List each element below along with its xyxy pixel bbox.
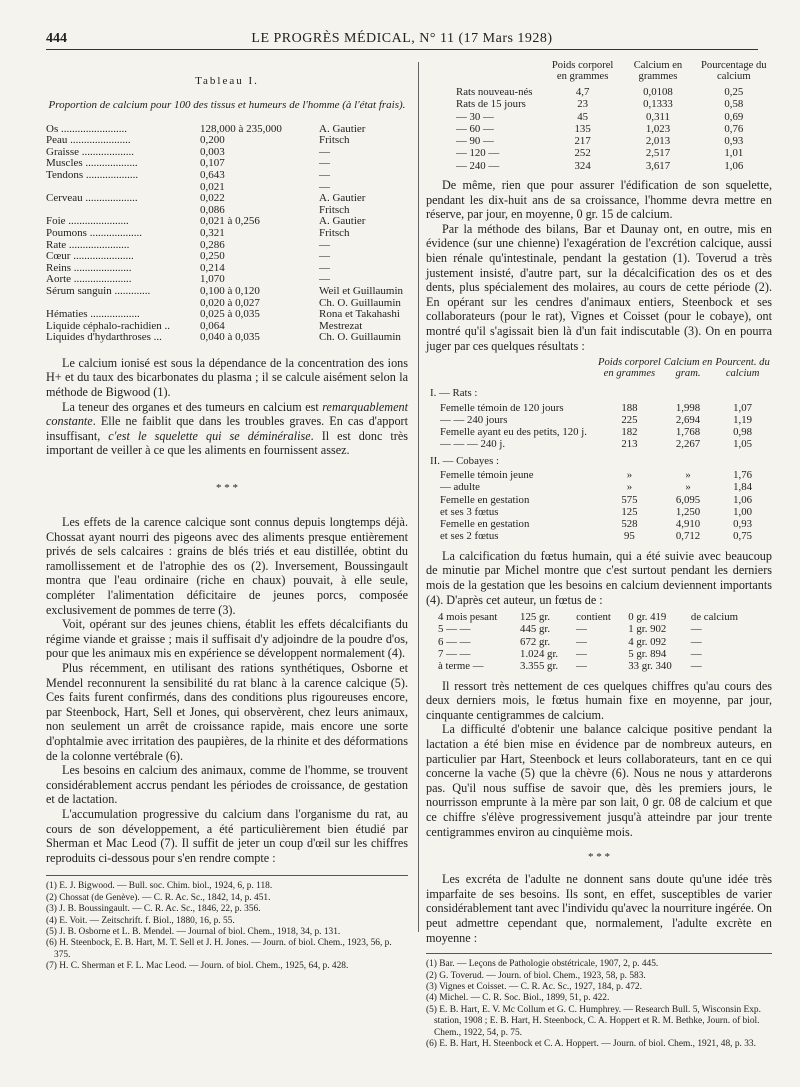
table-row [46,286,408,298]
tissue-name: Reins ..................... [46,262,132,274]
table-cell: de calcium [690,611,738,624]
table-cell: — [690,635,702,648]
table-row [46,309,408,321]
table-cell: » [685,468,691,481]
source-author: — [319,157,330,170]
table-cell: — 120 — [456,147,500,160]
paragraph: De même, rien que pour assurer l'édification de son squelette, pendant les dix-huit ans de sa croissance, l'homme devra mettre en réserve, par jour, en moyenne, 0 gr. 15 de calcium. [426,178,772,222]
table-cell: Rats nouveau-nés [456,86,533,98]
table-cell: contient [576,611,611,624]
table-cell: 6,095 [675,493,701,506]
table-row [426,111,772,123]
table-title: Tableau I. [195,75,259,87]
source-author: Ch. O. Guillaumin [319,331,401,344]
footnote: (7) H. C. Sherman et F. L. Mac Leod. — Journ. of biol. Chem., 1925, 64, p. 428. [46,961,349,972]
table-cell: — [576,648,587,661]
table-row [438,611,758,623]
paragraph: La calcification du fœtus humain, qui a été suivie avec beaucoup de minutie par Michel montre que c'est surtout pendant les derniers mois de la gestation que les besoins en calcium deviennent importants (4). D'après cet auteur, un fœtus de : [426,548,772,607]
table-cell: 1,06 [733,493,753,506]
table-row [426,414,772,426]
table-row [46,147,408,159]
table-cell: 217 [574,135,591,148]
source-author: Weil et Guillaumin [319,284,404,297]
table-cell: » [626,468,633,481]
gestation-results-table [426,357,772,543]
footnote: (4) Michel. — C. R. Soc. Biol., 1899, 51, p. 422. [426,993,610,1004]
table-cell: 0 gr. 419 [628,611,667,624]
table-row [46,170,408,182]
table-cell: — — 240 jours [440,413,508,426]
table-cell: 1.024 gr. [520,648,559,661]
tissue-name: Poumons ................... [46,227,142,239]
section-row [426,451,772,469]
tissue-name: Sérum sanguin ............. [46,285,151,297]
paragraph: Les excréta de l'adulte ne donnent sans doute qu'une idée très imparfaite de ses besoins. Ils sont, en effet, susceptibles de varier considérablement tant avec l'individu qu'avec la nourriture ingérée. On peut admettre cependant que, normalement, l'adulte excrète en moyenne : [426,872,772,945]
footnote: (1) Bar. — Leçons de Pathologie obstétricale, 1907, 2, p. 445. [426,959,659,970]
calcium-value: 0,214 [200,261,225,274]
calcium-value: 0,107 [200,157,225,170]
table-cell: 1,00 [733,505,753,518]
table-row [426,86,772,98]
table-cell: » [685,481,691,494]
section-stars: * * * [588,851,610,864]
table-cell: 1,998 [675,401,701,414]
calcium-value: 0,020 à 0,027 [200,296,260,309]
table-cell: 95 [624,530,635,543]
calcium-value: 1,070 [200,273,225,286]
table-row [438,623,758,635]
table-cell: 1 gr. 902 [628,623,667,636]
table-row [46,240,408,252]
table-cell: 445 gr. [520,623,551,636]
rat-growth-table [426,60,772,172]
table-cell: — 30 — [456,110,494,123]
calcium-value: 0,064 [200,319,225,332]
table-cell: — 240 — [456,159,500,172]
table-cell: 1,06 [724,159,744,172]
table-cell: 528 [621,518,638,531]
source-author: A. Gautier [319,192,366,205]
calcium-value: 0,086 [200,203,225,216]
table-cell: 0,93 [733,518,753,531]
table-cell: — [576,635,587,648]
paragraph: Les effets de la carence calcique sont connus depuis longtemps déjà. Chossat ayant nourri des pigeons avec des aliments presque entièrement privés de sels calcaires : grains de blés triés et eau distillée, obtint du ramollissement et de l'atrophie des os (2). Inversement, Boussingault montra que l'eau ordinaire (riche en chaux) pouvait, à elle seule, compléter l'alimentation déficitaire de jeunes porcs, composée exclusivement de pommes de terre (3). [46,515,408,617]
table-cell: 6 — — [438,635,471,648]
column-separator [418,62,419,932]
table-cell: et ses 2 fœtus [440,530,499,543]
table-cell: Rats de 15 jours [456,98,526,111]
table-cell: 2,517 [645,147,671,160]
table-cell: 1,768 [675,426,701,439]
table-cell: 3.355 gr. [520,660,559,673]
left-column [46,60,408,973]
table-cell: 182 [621,426,638,439]
tissue-name: Os ........................ [46,123,127,135]
header-cell: Calcium en grammes [633,60,683,82]
table-row [438,636,758,648]
tissue-name: Aorte ..................... [46,274,132,286]
table-cell: Femelle témoin de 120 jours [440,401,564,414]
calcium-value: 0,022 [200,192,225,205]
source-author: Ch. O. Guillaumin [319,296,401,309]
section-row [426,383,772,401]
tissue-name: Cœur ...................... [46,251,134,263]
table-cell: 7 — — [438,648,471,661]
table-cell: 5 — — [438,623,471,636]
page-number: 444 [46,31,67,46]
table-row [426,506,772,518]
table-cell: 1,84 [733,481,753,494]
table-cell: 213 [621,438,638,451]
source-author: — [319,238,330,251]
paragraph: Le calcium ionisé est sous la dépendance de la concentration des ions H+ et du taux des bicarbonates du plasma ; il se calcule aisément selon la méthode de Bigwood (1). [46,355,408,400]
table-cell: 0,311 [646,110,670,123]
table-cell: Femelle ayant eu des petits, 120 j. [440,426,587,439]
table-cell: — 90 — [456,135,494,148]
table-cell: 324 [574,159,591,172]
paragraph: Les besoins en calcium des animaux, comme de l'homme, se trouvent considérablement accrus pendant les périodes de croissance, de gestation et de lactation. [46,763,408,807]
table-cell: Femelle en gestation [440,518,530,531]
calcium-value: 0,021 à 0,256 [200,215,260,228]
section-title: I. — Rats : [430,387,478,400]
fetus-calcium-table [438,611,758,672]
table-row [46,216,408,228]
source-author: Mestrezat [319,319,363,332]
table-row [46,158,408,170]
tissue-name: Graisse ................... [46,146,134,158]
table-cell: 0,58 [724,98,744,111]
table-cell: 0,25 [724,86,744,98]
table-header-row [426,60,772,86]
footnotes [46,881,408,972]
paragraph: Par la méthode des bilans, Bar et Daunay ont, en outre, mis en évidence (sur une chienne) l'exagération de l'excrétion calcique, aussi bien rénale qu'intestinale, pendant la gestation (1). Toverud a très justement insisté, d'autre part, sur la décalcification des os et des dents, plus spécialement des molaires, au cours de cette période (2). En opérant sur les cendres d'animaux entiers, Steenbock et ses collaborateurs (pour le rat), Vignes et Coisset (pour le cobaye), ont montré qu'il s'agissait bien là d'un fait indiscutable (3). On en pourra juger par ces quelques résultats : [426,221,772,353]
table-cell: 2,694 [675,413,701,426]
table-cell: 0,98 [733,426,753,439]
table-cell: 0,93 [724,135,744,148]
table-cell: — [690,660,702,673]
table-row [426,98,772,110]
calcium-value: 0,250 [200,250,225,263]
tissue-name: Tendons ................... [46,169,139,181]
source-author: — [319,168,330,181]
calcium-value: 0,025 à 0,035 [200,308,260,321]
table-cell: 0,0108 [643,86,673,98]
table-row [438,648,758,660]
source-author: — [319,180,330,193]
source-author: — [319,250,330,263]
table-header-row [426,357,772,383]
source-author: Fritsch [319,203,350,216]
footnote: (3) Vignes et Coisset. — C. R. Ac. Sc., 1927, 184, p. 472. [426,981,642,992]
table-cell: 1,250 [675,505,701,518]
source-author: Fritsch [319,226,350,239]
table-cell: 135 [574,122,591,135]
table-cell: 252 [574,147,591,160]
tissue-name: Rate ...................... [46,239,130,251]
footnote: (4) E. Voit. — Zeitschrift. f. Biol., 1880, 16, p. 55. [46,915,235,926]
footnote: (1) E. J. Bigwood. — Bull. soc. Chim. biol., 1924, 6, p. 118. [46,881,273,892]
table-row [46,251,408,263]
paragraph: La difficulté d'obtenir une balance calcique positive pendant la lactation a été bien mise en évidence par de nombreux auteurs, en particulier par Hart, Steenbock et leurs collaborateurs, tant en ce qui concerne la vache (5) que la chèvre (6). Nous ne nous y attarderons pas. Qu'il nous suffise de savoir que, dès les premiers jours, le nourrisson emprunte à la mère par son lait, 0 gr. 08 de calcium et que ce chiffre s'élève progressivement jusqu'à atteindre par jour trente centigrammes environ au cinquième mois. [426,722,772,839]
table-cell: 0,69 [724,110,744,123]
table-row [426,426,772,438]
table-cell: 0,76 [724,122,744,135]
table-cell: 1,01 [724,147,744,160]
calcium-value: 0,003 [200,145,225,158]
table-row [46,193,408,205]
tissue-name: Peau ...................... [46,135,131,147]
table-cell: 2,013 [645,135,671,148]
header-cell: Poids corporel en grammes [597,357,661,380]
table-cell: 4,910 [675,518,701,531]
table-row [46,263,408,275]
footnote-rule [46,875,408,876]
table-row [46,228,408,240]
table-cell: 33 gr. 340 [628,660,672,673]
calcium-value: 0,040 à 0,035 [200,331,260,344]
paragraph: L'accumulation progressive du calcium dans l'organisme du rat, au cours de son développement, a été particulièrement bien étudié par Sherman et Mac Leod (7). Il suffit de jeter un coup d'œil sur les chiffres reproduits ci-dessous pour s'en rendre compte : [46,806,408,865]
footnote: (3) J. B. Boussingault. — C. R. Ac. Sc., 1846, 22, p. 356. [46,904,261,915]
table-cell: 125 gr. [520,611,551,624]
footnote: (5) J. B. Osborne et L. B. Mendel. — Journal of biol. Chem., 1918, 34, p. 131. [46,926,341,937]
table-row [46,332,408,344]
table-cell: 1,19 [733,413,753,426]
calcium-value: 0,643 [200,168,225,181]
table-cell: 0,1333 [643,98,673,111]
table-row [46,124,408,136]
calcium-value: 0,321 [200,226,225,239]
table-cell: 188 [621,401,638,414]
table-cell: 1,76 [733,468,753,481]
table-cell: et ses 3 fœtus [440,505,499,518]
header-cell: Calcium en gram. [663,357,713,380]
header-cell: Pourcentage du calcium [701,60,767,82]
paragraph: Il ressort très nettement de ces quelques chiffres qu'au cours des deux derniers mois, le fœtus humain fixe en moyenne, par jour, cinquante centigrammes de calcium. [426,678,772,722]
table-cell: — [690,623,702,636]
table-cell: 225 [621,413,638,426]
table-cell: 0,75 [733,530,753,543]
table-cell: 1,023 [645,122,671,135]
calcium-value: 128,000 à 235,000 [200,122,282,135]
table-row [46,135,408,147]
tissue-name [46,298,196,310]
table-row [426,123,772,135]
table-cell: — [576,660,587,673]
footnote: (6) E. B. Hart, H. Steenbock et C. A. Hoppert. — Journ. of biol. Chem., 1921, 48, p. 33. [426,1038,756,1049]
table-row [426,481,772,493]
table-cell: 1,07 [733,401,753,414]
calcium-value: 0,200 [200,134,225,147]
calcium-value: 0,021 [200,180,225,193]
header-cell: Pourcent. du calcium [715,357,770,380]
paragraph: Plus récemment, en utilisant des rations synthétiques, Osborne et Mendel reconnurent la sensibilité du rat blanc à la carence calcique (5). Ces faits furent confirmés, dans des conditions plus rigoureuses encore, par Steenbock, Hart, Sell et Jones, qui observèrent, chez leurs animaux, non seulement un arrêt de croissance rapide, mais encore une sorte d'ophtalmie avec irritation des paupières, de la rhinite et des déformations de la colonne vertébrale (6). [46,660,408,763]
table-cell: Femelle en gestation [440,493,530,506]
table-cell: 2,267 [675,438,701,451]
table-cell: Femelle témoin jeune [440,468,534,481]
footnote: (5) E. B. Hart, E. V. Mc Collum et G. C. Humphrey. — Research Bull. 5, Wisconsin Exp. station, 1908 ; E. B. Hart, H. Steenbock, C. A. Hoppert et R. M. Bethke, Journ. of biol. Chem., 1922, 54, p. 75. [426,1004,761,1038]
table-cell: à terme — [438,660,484,673]
table-row [426,530,772,542]
table-row [426,469,772,481]
table-cell: — 60 — [456,122,494,135]
table-cell: 4,7 [575,86,590,98]
table-cell: — adulte [440,481,480,494]
table-cell: — [576,623,587,636]
table-cell: 3,617 [645,159,671,172]
footnotes [426,959,772,1050]
table-row [426,438,772,450]
table-cell: — [690,648,702,661]
calcium-tissue-table [46,124,408,344]
paragraph: Voit, opérant sur des jeunes chiens, établit les effets décalcifiants du régime viande et graisse ; mais il suffisait d'y adjoindre de la poudre d'os, pour que les animaux mis en expérience se développent normalement (4). [46,617,408,661]
table-cell: 45 [577,110,589,123]
source-author: A. Gautier [319,215,366,228]
footnote-rule [426,953,772,954]
table-row [426,135,772,147]
header-cell: Poids corporel en grammes [551,60,614,82]
journal-title: LE PROGRÈS MÉDICAL, N° 11 (17 Mars 1928) [251,31,553,46]
tissue-name [46,182,196,194]
calcium-value: 0,286 [200,238,225,251]
table-row [426,518,772,530]
tissue-name: Liquides d'hydarthroses ... [46,332,162,344]
table-cell: 23 [577,98,589,111]
section-title: II. — Cobayes : [430,454,499,467]
footnote: (2) G. Toverud. — Journ. of biol. Chem., 1923, 58, p. 583. [426,970,646,981]
right-column [426,60,772,1050]
page-header [46,31,758,50]
source-author: — [319,145,330,158]
table-row [426,160,772,172]
table-row [438,660,758,672]
table-cell: 575 [621,493,638,506]
source-author: — [319,261,330,274]
table-cell: 5 gr. 894 [628,648,667,661]
table-cell: 4 mois pesant [438,611,498,624]
table-cell: 125 [621,505,638,518]
paragraph: La teneur des organes et des tumeurs en calcium est remarquablement constante. Elle ne faiblit que dans les troubles graves. En cas d'apport insuffisant, c'est le squelette qui se déminéralise. Il est donc très important de veiller à ce que les aliments en fournissent assez. [46,399,409,458]
header-cell [426,60,545,86]
footnote: (2) Chossat (de Genève). — C. R. Ac. Sc., 1842, 14, p. 451. [46,892,271,903]
table-cell: » [626,481,633,494]
tissue-name: Foie ...................... [46,216,129,228]
tissue-name [46,205,196,217]
table-cell: — — — 240 j. [440,438,506,451]
tissue-name: Muscles ................... [46,158,138,170]
table-row [426,494,772,506]
source-author: Rona et Takahashi [319,308,400,321]
section-stars: * * * [216,482,238,495]
source-author: Fritsch [319,134,350,147]
source-author: A. Gautier [319,122,366,135]
table-cell: 0,712 [675,530,701,543]
table-cell: 1,05 [733,438,753,451]
tissue-name: Hématies .................. [46,309,140,321]
table-cell: 4 gr. 092 [628,635,667,648]
source-author: — [319,273,330,286]
footnote: (6) H. Steenbock, E. B. Hart, M. T. Sell et J. H. Jones. — Journ. of biol. Chem., 1923, 56, p. 375. [46,938,392,960]
table-cell: 672 gr. [520,635,551,648]
tissue-name: Cerveau ................... [46,193,138,205]
table-caption: Proportion de calcium pour 100 des tissus et humeurs de l'homme (à l'état frais). [48,98,406,111]
table-row [426,147,772,159]
header-cell [426,357,596,383]
tissue-name: Liquide céphalo-rachidien .. [46,320,171,332]
table-row [426,402,772,414]
calcium-value: 0,100 à 0,120 [200,284,260,297]
